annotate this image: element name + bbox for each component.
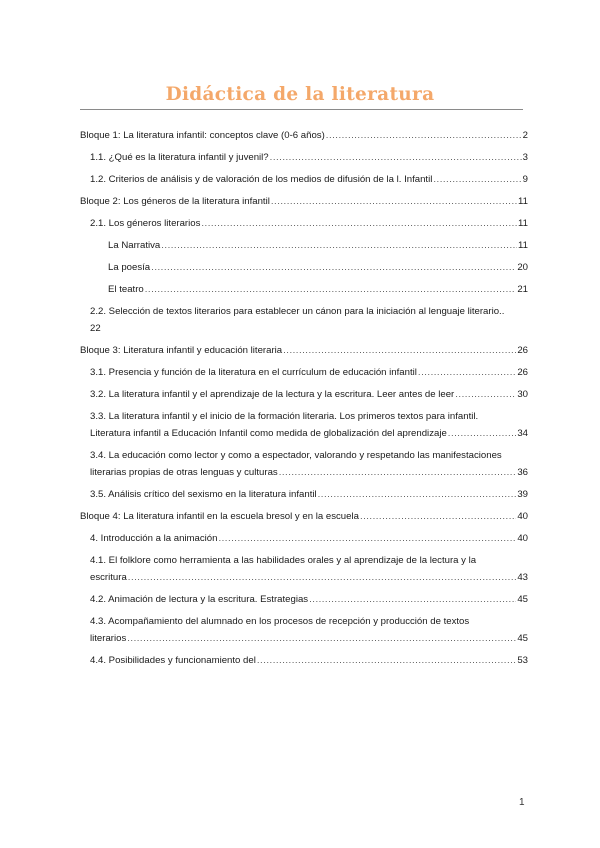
toc-entry-page: 11 xyxy=(518,240,528,251)
toc-entry-3-4[interactable] xyxy=(80,449,528,479)
toc-entry-teatro[interactable] xyxy=(80,283,528,296)
toc-entry-label: literarias propias de otras lenguas y culturas xyxy=(90,467,278,478)
leader-dots xyxy=(201,217,517,230)
toc-entry-page: 40 xyxy=(517,511,528,522)
toc-entry-label: 2.1. Los géneros literarios xyxy=(90,218,201,229)
toc-entry-label: El teatro xyxy=(108,284,144,295)
toc-entry-label: Bloque 4: La literatura infantil en la escuela bresol y en la escuela xyxy=(80,511,359,522)
leader-dots xyxy=(326,129,522,142)
leader-dots xyxy=(127,632,516,645)
toc-entry-page: 3 xyxy=(522,152,528,163)
toc-entry-label: 3.1. Presencia y función de la literatura en el currículum de educación infantil xyxy=(90,367,417,378)
toc-entry-page: 40 xyxy=(517,533,528,544)
toc-entry-label: 4.4. Posibilidades y funcionamiento del xyxy=(90,655,256,666)
toc-entry-bloque-4[interactable] xyxy=(80,510,528,523)
toc-entry-first-line: 4.1. El folklore como herramienta a las habilidades orales y al aprendizaje de la lectura y la xyxy=(90,555,477,566)
title-divider xyxy=(80,109,523,110)
leader-dots xyxy=(271,195,517,208)
toc-entry-page: 30 xyxy=(517,389,528,400)
toc-entry-label: Literatura infantil a Educación Infantil como medida de globalización del aprendizaje xyxy=(90,428,447,439)
toc-entry-page: 11 xyxy=(518,218,528,229)
toc-entry-label: 4. Introducción a la animación xyxy=(90,533,218,544)
toc-entry-page: 53 xyxy=(517,655,528,666)
toc-entry-label: Bloque 3: Literatura infantil y educación literaria xyxy=(80,345,283,356)
leader-dots xyxy=(151,261,516,274)
toc-entry-label: 2.2. Selección de textos literarios para establecer un cánon para la iniciación al lenguaje literario.. xyxy=(90,306,505,317)
toc-entry-1-2[interactable] xyxy=(80,173,528,186)
leader-dots xyxy=(309,593,516,606)
toc-entry-bloque-2[interactable] xyxy=(80,195,528,208)
leader-dots xyxy=(418,366,516,379)
toc-entry-label: La Narrativa xyxy=(108,240,161,251)
toc-entry-4-1[interactable] xyxy=(80,554,528,584)
toc-entry-label: Bloque 1: La literatura infantil: conceptos clave (0-6 años) xyxy=(80,130,325,141)
toc-entry-1-1[interactable] xyxy=(80,151,528,164)
toc-entry-page: 43 xyxy=(517,572,528,583)
leader-dots xyxy=(455,388,516,401)
toc-entry-page: 21 xyxy=(517,284,528,295)
toc-entry-first-line: 3.3. La literatura infantil y el inicio de la formación literaria. Los primeros textos para infantil. xyxy=(90,411,479,422)
leader-dots xyxy=(283,344,516,357)
toc-entry-page: 11 xyxy=(518,196,528,207)
toc-entry-first-line: 4.3. Acompañamiento del alumnado en los procesos de recepción y producción de textos xyxy=(90,616,470,627)
toc-entry-first-line: 3.4. La educación como lector y como a espectador, valorando y respetando las manifestaciones xyxy=(90,450,502,461)
toc-entry-4-2[interactable] xyxy=(80,593,528,606)
toc-entry-page: 26 xyxy=(517,367,528,378)
toc-entry-bloque-1[interactable] xyxy=(80,129,528,142)
toc-entry-narrativa[interactable] xyxy=(80,239,528,252)
toc-entry-page: 39 xyxy=(517,489,528,500)
toc-entry-label: 3.2. La literatura infantil y el aprendizaje de la lectura y la escritura. Leer antes de leer xyxy=(90,389,455,400)
toc-entry-page: 20 xyxy=(517,262,528,273)
toc-entry-label: 1.2. Criterios de análisis y de valoración de los medios de difusión de la l. Infantil xyxy=(90,174,433,185)
toc-entry-label: 3.5. Análisis crítico del sexismo en la literatura infantil xyxy=(90,489,317,500)
leader-dots xyxy=(433,173,521,186)
toc-entry-label: Bloque 2: Los géneros de la literatura infantil xyxy=(80,196,270,207)
toc-entry-3-3[interactable] xyxy=(80,410,528,440)
toc-entry-page: 2 xyxy=(522,130,528,141)
toc-entry-poesia[interactable] xyxy=(80,261,528,274)
leader-dots xyxy=(270,151,522,164)
toc-entry-page: 26 xyxy=(517,345,528,356)
toc-entry-4-3[interactable] xyxy=(80,615,528,645)
toc-entry-label: 1.1. ¿Qué es la literatura infantil y juvenil? xyxy=(90,152,269,163)
toc-entry-3-1[interactable] xyxy=(80,366,528,379)
table-of-contents xyxy=(80,129,528,676)
leader-dots xyxy=(318,488,517,501)
toc-entry-label: literarios xyxy=(90,633,127,644)
toc-entry-page: 36 xyxy=(517,467,528,478)
toc-entry-3-2[interactable] xyxy=(80,388,528,401)
leader-dots xyxy=(218,532,516,545)
toc-entry-page: 22 xyxy=(90,323,101,334)
toc-entry-page: 45 xyxy=(517,594,528,605)
page-number: 1 xyxy=(519,797,525,808)
leader-dots xyxy=(279,466,517,479)
document-title: Didáctica de la literatura xyxy=(165,84,435,105)
toc-entry-3-5[interactable] xyxy=(80,488,528,501)
toc-entry-page: 34 xyxy=(517,428,528,439)
leader-dots xyxy=(448,427,517,440)
toc-entry-label: La poesía xyxy=(108,262,151,273)
toc-entry-page: 45 xyxy=(517,633,528,644)
toc-entry-label: escritura xyxy=(90,572,127,583)
leader-dots xyxy=(360,510,516,523)
toc-entry-4-4[interactable] xyxy=(80,654,528,667)
leader-dots xyxy=(145,283,517,296)
toc-entry-2-2[interactable] xyxy=(80,305,528,335)
leader-dots xyxy=(161,239,517,252)
toc-entry-2-1[interactable] xyxy=(80,217,528,230)
toc-entry-label: 4.2. Animación de lectura y la escritura. Estrategias xyxy=(90,594,309,605)
toc-entry-page: 9 xyxy=(522,174,528,185)
leader-dots xyxy=(257,654,516,667)
toc-entry-4[interactable] xyxy=(80,532,528,545)
toc-entry-bloque-3[interactable] xyxy=(80,344,528,357)
leader-dots xyxy=(128,571,517,584)
